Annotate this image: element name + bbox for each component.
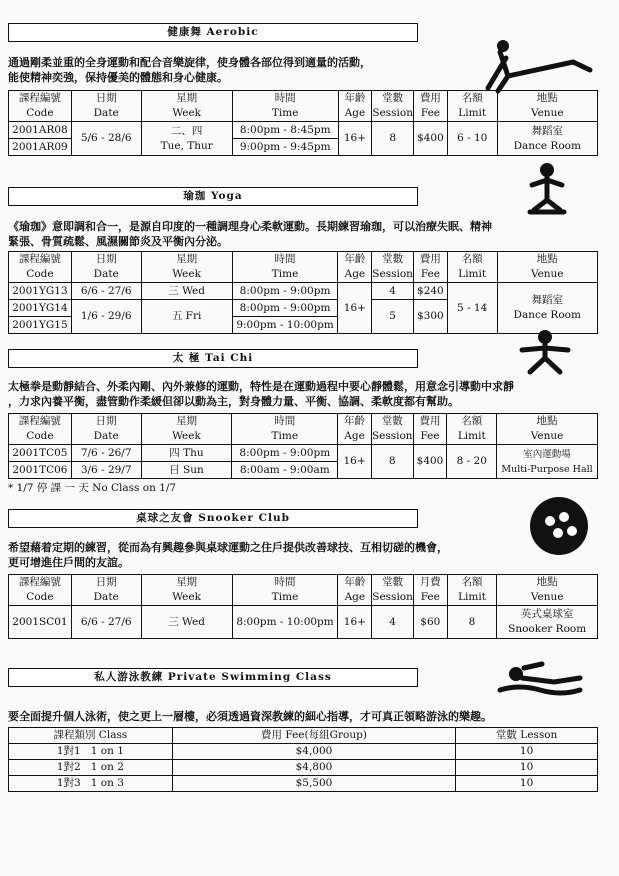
course-time: 8:00am - 9:00am <box>232 462 338 479</box>
aerobic-desc-line-1: 通過剛柔並重的全身運動和配合音樂旋律，使身體各部位得到適量的活動， <box>8 56 371 69</box>
taichi-schedule-table <box>8 413 598 479</box>
yoga-banner: 瑜珈 Yoga <box>8 187 418 206</box>
yoga-description <box>8 219 598 249</box>
table-row <box>9 122 598 139</box>
table-header-row <box>9 728 598 744</box>
header-session: 堂數 Session <box>372 91 414 122</box>
aerobic-banner: 健康舞 Aerobic <box>8 23 418 42</box>
course-fee: $60 <box>413 606 447 639</box>
header-fee: 費用 Fee <box>413 414 447 445</box>
course-date: 6/6 - 27/6 <box>71 606 141 639</box>
course-code: 2001YG14 <box>9 300 72 317</box>
taichi-desc-line-1: 太極拳是動靜結合、外柔內剛、內外兼修的運動，特性是在運動過程中要心靜體鬆，用意念引導動中求靜 <box>8 380 514 393</box>
header-age: 年齡 Age <box>338 575 372 606</box>
course-code: 2001AR08 <box>9 122 72 139</box>
header-date: 日期 Date <box>71 252 141 283</box>
course-limit: 8 <box>447 606 497 639</box>
course-code: 2001TC06 <box>9 462 72 479</box>
header-venue: 地點 Venue <box>497 91 597 122</box>
swimmer-illustration <box>494 660 586 702</box>
snooker-schedule-table <box>8 574 598 639</box>
course-time: 8:00pm - 9:00pm <box>232 283 338 300</box>
header-week: 星期 Week <box>141 252 232 283</box>
header-session: 堂數 Session <box>372 575 414 606</box>
header-lesson: 堂數 Lesson <box>456 728 598 744</box>
course-age: 16+ <box>338 283 372 334</box>
header-monthly-fee: 月費 Fee <box>413 575 447 606</box>
header-date: 日期 Date <box>71 414 141 445</box>
course-age: 16+ <box>338 122 372 156</box>
snooker-desc-line-2: 更可增進住戶間的友誼。 <box>8 556 129 569</box>
course-venue: 室內運動場 Multi-Purpose Hall <box>497 445 598 479</box>
snooker-description <box>8 540 598 570</box>
course-week: 四 Thu <box>141 445 232 462</box>
course-date: 1/6 - 29/6 <box>71 300 141 334</box>
swimming-banner: 私人游泳教練 Private Swimming Class <box>8 668 418 687</box>
class-type: 1對1 1 on 1 <box>9 744 173 760</box>
header-week: 星期 Week <box>141 414 232 445</box>
header-limit: 名額 Limit <box>447 91 497 122</box>
class-fee: $5,500 <box>172 776 455 792</box>
course-venue: 舞蹈室 Dance Room <box>497 122 597 156</box>
class-type: 1對2 1 on 2 <box>9 760 173 776</box>
table-row <box>9 776 598 792</box>
course-fee: $240 <box>413 283 447 300</box>
snooker-desc-line-1: 希望藉着定期的練習，從而為有興趣參與桌球運動之住戶提供改善球技、互相切磋的機會， <box>8 541 448 554</box>
course-date: 3/6 - 29/7 <box>71 462 141 479</box>
course-week: 二、四 Tue, Thur <box>141 122 232 156</box>
header-code: 課程編號 Code <box>9 91 72 122</box>
course-time: 8:00pm - 10:00pm <box>232 606 338 639</box>
header-fee: 費用 Fee <box>413 252 447 283</box>
course-code: 2001AR09 <box>9 139 72 156</box>
header-date: 日期 Date <box>71 91 141 122</box>
swimming-description: 要全面提升個人泳術，使之更上一層樓，必須透過資深教練的細心指導，才可真正領略游泳的樂趣。 <box>8 710 492 723</box>
header-limit: 名額 Limit <box>447 252 497 283</box>
header-fee: 費用 Fee(每組Group) <box>172 728 455 744</box>
header-week: 星期 Week <box>141 91 232 122</box>
table-row <box>9 606 598 639</box>
course-time: 8:00pm - 9:00pm <box>232 445 338 462</box>
header-code: 課程編號 Code <box>9 575 72 606</box>
table-header-row <box>9 414 598 445</box>
header-age: 年齡 Age <box>338 91 372 122</box>
taichi-figure-illustration <box>510 328 580 376</box>
course-code: 2001YG13 <box>9 283 72 300</box>
course-limit: 5 - 14 <box>447 283 497 334</box>
header-session: 堂數 Session <box>372 252 414 283</box>
class-lesson: 10 <box>456 776 598 792</box>
course-session: 8 <box>372 122 414 156</box>
header-fee: 費用 Fee <box>414 91 448 122</box>
table-header-row <box>9 252 598 283</box>
course-time: 8:00pm - 9:00pm <box>232 300 338 317</box>
taichi-description <box>8 379 598 409</box>
aerobic-desc-line-2: 能使精神奕強，保持優美的體態和身心健康。 <box>8 71 228 84</box>
class-lesson: 10 <box>456 744 598 760</box>
header-limit: 名額 Limit <box>447 575 497 606</box>
yoga-schedule-table <box>8 251 598 334</box>
course-age: 16+ <box>338 606 372 639</box>
swimming-fee-table <box>8 727 598 792</box>
class-fee: $4,000 <box>172 744 455 760</box>
aerobic-description <box>8 55 598 85</box>
course-date: 6/6 - 27/6 <box>71 283 141 300</box>
course-time: 9:00pm - 9:45pm <box>232 139 338 156</box>
header-venue: 地點 Venue <box>497 414 598 445</box>
course-week: 三 Wed <box>141 283 232 300</box>
yoga-figure-illustration <box>522 160 572 220</box>
course-session: 8 <box>371 445 413 479</box>
class-lesson: 10 <box>456 760 598 776</box>
aerobic-schedule-table <box>8 90 598 156</box>
course-venue: 英式桌球室 Snooker Room <box>497 606 598 639</box>
course-session: 4 <box>372 606 414 639</box>
header-venue: 地點 Venue <box>497 252 598 283</box>
course-time: 8:00pm - 8:45pm <box>232 122 338 139</box>
yoga-desc-line-2: 緊張、骨質疏鬆、風濕關節炎及平衡內分泌。 <box>8 235 228 248</box>
header-limit: 名額 Limit <box>447 414 497 445</box>
course-week: 五 Fri <box>141 300 232 334</box>
header-time: 時間 Time <box>232 91 338 122</box>
course-code: 2001SC01 <box>9 606 72 639</box>
header-venue: 地點 Venue <box>497 575 598 606</box>
snooker-banner: 桌球之友會 Snooker Club <box>8 509 418 528</box>
taichi-banner: 太 極 Tai Chi <box>8 349 418 368</box>
header-code: 課程編號 Code <box>9 252 72 283</box>
header-session: 堂數 Session <box>371 414 413 445</box>
course-limit: 6 - 10 <box>447 122 497 156</box>
table-row <box>9 445 598 462</box>
taichi-desc-line-2: ，力求內養平衡，盡管動作柔緩但卻以動為主，對身體力量、平衡、協調、柔軟度都有幫助。 <box>8 395 459 408</box>
table-header-row <box>9 91 598 122</box>
header-week: 星期 Week <box>141 575 232 606</box>
course-venue: 舞蹈室 Dance Room <box>497 283 598 334</box>
table-row <box>9 760 598 776</box>
course-date: 7/6 - 26/7 <box>71 445 141 462</box>
header-code: 課程編號 Code <box>9 414 72 445</box>
course-fee: $400 <box>413 445 447 479</box>
course-date: 5/6 - 28/6 <box>71 122 141 156</box>
header-time: 時間 Time <box>232 252 338 283</box>
header-age: 年齡 Age <box>338 252 372 283</box>
course-time: 9:00pm - 10:00pm <box>232 317 338 334</box>
header-time: 時間 Time <box>232 575 338 606</box>
course-fee: $400 <box>414 122 448 156</box>
table-row <box>9 283 598 300</box>
course-code: 2001YG15 <box>9 317 72 334</box>
table-header-row <box>9 575 598 606</box>
course-session: 4 <box>372 283 414 300</box>
course-code: 2001TC05 <box>9 445 72 462</box>
course-week: 日 Sun <box>141 462 232 479</box>
class-fee: $4,800 <box>172 760 455 776</box>
taichi-no-class-note: * 1/7 停 課 一 天 No Class on 1/7 <box>8 482 177 494</box>
yoga-desc-line-1: 《瑜珈》意即調和合一，是源自印度的一種調理身心柔軟運動。長期練習瑜珈，可以治療失眠、精神 <box>8 220 492 233</box>
course-age: 16+ <box>338 445 372 479</box>
course-week: 三 Wed <box>141 606 232 639</box>
header-age: 年齡 Age <box>338 414 372 445</box>
table-row <box>9 744 598 760</box>
header-time: 時間 Time <box>232 414 338 445</box>
course-fee: $300 <box>413 300 447 334</box>
course-limit: 8 - 20 <box>447 445 497 479</box>
header-date: 日期 Date <box>71 575 141 606</box>
course-session: 5 <box>372 300 414 334</box>
class-type: 1對3 1 on 3 <box>9 776 173 792</box>
header-class: 課程類別 Class <box>9 728 173 744</box>
